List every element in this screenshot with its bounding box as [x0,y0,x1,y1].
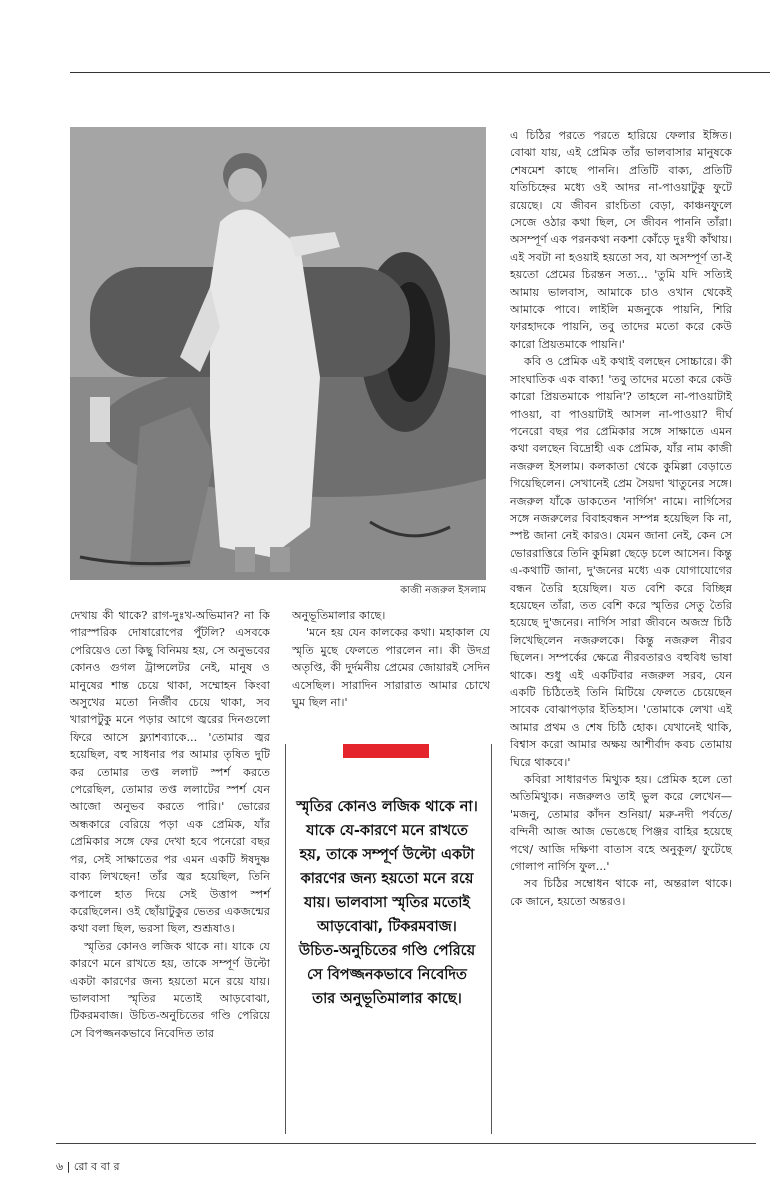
column-divider-left [285,744,286,1134]
portrait-illustration [70,127,486,580]
paragraph: কবিরা সাধারণত মিথ্যুক হয়। প্রেমিক হলে তো অতিমিথ্যুক। নজরুলও তাই ভুল করে লেখেন— 'মজনু, তোমার কাঁদন শুনিয়া/ মরু-নদী পর্বতে/ বন্দিনী আজ আজ ভেঙেছে পিঞ্জর বাহির হয়েছে পথে/ আজি দক্ষিণা বাতাস বহে অনুকূল/ ফুটেছে গোলাপ নার্গিস ফুল...' [510,773,732,874]
paragraph: স্মৃতির কোনও লজিক থাকে না। যাকে যে কারণে মনে রাখতে হয়, তাকে সম্পূর্ণ উল্টো একটা কারণের জন্য হয়তো মনে রয়ে যায়। ভালবাসা স্মৃতির মতোই আড়বোঝা, টিকরমবাজ। উচিত-অনুচিতের গণ্ডি পেরিয়ে সে বিপজ্জনকভাবে নিবেদিত তার [70,939,270,1040]
pull-quote: স্মৃতির কোনও লজিক থাকে না। যাকে যে-কারণে মনে রাখতে হয়, তাকে সম্পূর্ণ উল্টো একটা কারণের জন্য হয়তো মনে রয়ে যায়। ভালবাসা স্মৃতির মতোই আড়বোঝা, টিকরমবাজ। উচিত-অনুচিতের গণ্ডি পেরিয়ে সে বিপজ্জনকভাবে নিবেদিত তার অনুভূতিমালার কাছে। [296,799,478,1007]
paragraph: এ চিঠির পরতে পরতে হারিয়ে ফেলার ইঙ্গিত। বোঝা যায়, এই প্রেমিক তাঁর ভালবাসার মানুষকে শেষমেশ কাছে পাননি। প্রতিটি বাক্য, প্রতিটি যতিচিহ্নের মধ্যে ওই আদর না-পাওয়াটুকু ফুটে রয়েছে। যে জীবন রাংচিতা বেড়া, কাঞ্চনফুলে সেজে ওঠার কথা ছিল, সে জীবন পাননি তাঁরা। অসম্পূর্ণ এক পরনকথা নকশা কোঁড়ে দুঃখী কাঁথায়। এই সবটা না হওয়াই হয়তো সব, যা অসম্পূর্ণ তা-ই হয়তো প্রেমের চিরন্তন সত্য... 'তুমি যদি সত্যিই আমায় ভালবাস, আমাকে চাও ওখান থেকেই আমাকে পাবে। লাইলি মজনুকে পায়নি, শিরি ফারহাদকে পায়নি, তবু তাদের মতো করে কেউ কারো প্রিয়তমাকে পায়নি।' [510,129,732,351]
paragraph: অনুভূতিমালার কাছে। [292,609,386,622]
nazrul-photo [70,127,486,580]
bottom-rule [56,1143,756,1144]
paragraph: সব চিঠির সম্বোধন থাকে না, অন্তরাল থাকে। কে জানে, হয়তো অন্তরও। [510,877,732,908]
top-rule [70,72,770,73]
column-divider-right [491,744,492,1134]
photo-caption: কাজী নজরুল ইসলাম [400,585,486,596]
page-folio: ৬ | রো ব বা র [56,1160,120,1173]
paragraph: 'মনে হয় যেন কালকের কথা। মহাকাল যে স্মৃতি মুছে ফেলতে পারলেন না। কী উদগ্র অতৃপ্তি, কী দুর্দমনীয় প্রেমের জোয়ারই সেদিন এসেছিল। সারাদিন সারারাত আমার চোখে ঘুম ছিল না।' [292,626,490,710]
column-left [70,607,270,1042]
paragraph: কবি ও প্রেমিক এই কথাই বলছেন সোচ্চারে। কী সাংঘাতিক এক বাক্য! 'তবু তাদের মতো করে কেউ কারো প্রিয়তমাকে পায়নি'? তাহলে না-পাওয়াটাই পাওয়া, বা পাওয়াটাই আসল না-পাওয়া? দীর্ঘ পনেরো বছর পর প্রেমিকার সঙ্গে সাক্ষাতে এমন কথা বলছেন বিদ্রোহী এক প্রেমিক, যাঁর নাম কাজী নজরুল ইসলাম। কলকাতা থেকে কুমিল্লা বেড়াতে গিয়েছিলেন। সেখানেই প্রেম সৈয়দা খাতুনের সঙ্গে। নজরুল যাঁকে ডাকতেন 'নার্গিস' নামে। নার্গিসের সঙ্গে নজরুলের বিবাহবন্ধন সম্পন্ন হয়েছিল কি না, স্পষ্ট জানা নেই কারও। যেমন জানা নেই, কেন সে ভোররাত্তিরে তিনি কুমিল্লা ছেড়ে চলে আসেন। কিন্তু এ-কথাটি জানা, দু'জনের মধ্যে এক যোগাযোগের বন্ধন তৈরি হয়েছিল। যত বেশি করে বিচ্ছিন্ন হয়েছেন তাঁরা, তত বেশি করে স্মৃতির সেতু তৈরি হয়েছে দু'জনের। নার্গিস সারা জীবনে অজস্র চিঠি লিখেছিলেন নজরুলকে। কিন্তু নজরুল নীরব ছিলেন। সম্পর্কের ক্ষেত্রে নীরবতারও বহুবিধ ভাষা থাকে। শুধু এই একটিবার নজরুল সরব, যেন একটি চিঠিতেই তিনি মিটিয়ে ফেলতে চেয়েছেন সাবেক বোঝাপড়ার ইতিহাস। 'তোমাকে লেখা এই আমার প্রথম ও শেষ চিঠি হোক। যেখানেই থাকি, বিশ্বাস করো আমার অক্ষয় আশীর্বাদ কবচ তোমায় ঘিরে থাকবে।' [510,355,732,769]
column-right [510,127,732,910]
paragraph: দেখায় কী থাকে? রাগ-দুঃখ-অভিমান? না কি পারস্পরিক দোষারোপের পুঁটলি? এসবকে পেরিয়েও তো কিছু বিনিময় হয়, সে অনুভবের কোনও গুগল ট্রান্সলেটর নেই, মানুষ ও মানুষের শান্ত চেয়ে থাকা, সম্মোহন কিংবা অসুখের মতো নির্জীব চেয়ে থাকা, সব খারাপটুকু মনে পড়ার আগে জ্বরের দিনগুলো ফিরে আসে ফ্ল্যাশব্যাকে... 'তোমার জ্বর হয়েছিল, বহু সাধনার পর আমার তৃষিত দুটি কর তোমার তপ্ত ললাট স্পর্শ করতে পেরেছিল, তোমার তপ্ত ললাটের স্পর্শ যেন আজো অনুভব করতে পারি।' ভোরের অন্ধকারে বেরিয়ে পড়া এক প্রেমিক, যাঁর প্রেমিকার সঙ্গে ফের দেখা হবে পনেরো বছর পর, সেই সাক্ষাতের পর এমন একটি ঈষদুষ্ণ বাক্য লিখছেন! তাঁর জ্বর হয়েছিল, তিনি কপালে হাত দিয়ে সেই উত্তাপ স্পর্শ করেছিলেন। ওই ছোঁয়াটুকুর ভেতর একজন্মের কথা বলা ছিল, ভরসা ছিল, শুশ্রূষাও। [70,609,270,936]
pull-quote-accent-bar [343,744,429,758]
column-middle [292,607,490,711]
